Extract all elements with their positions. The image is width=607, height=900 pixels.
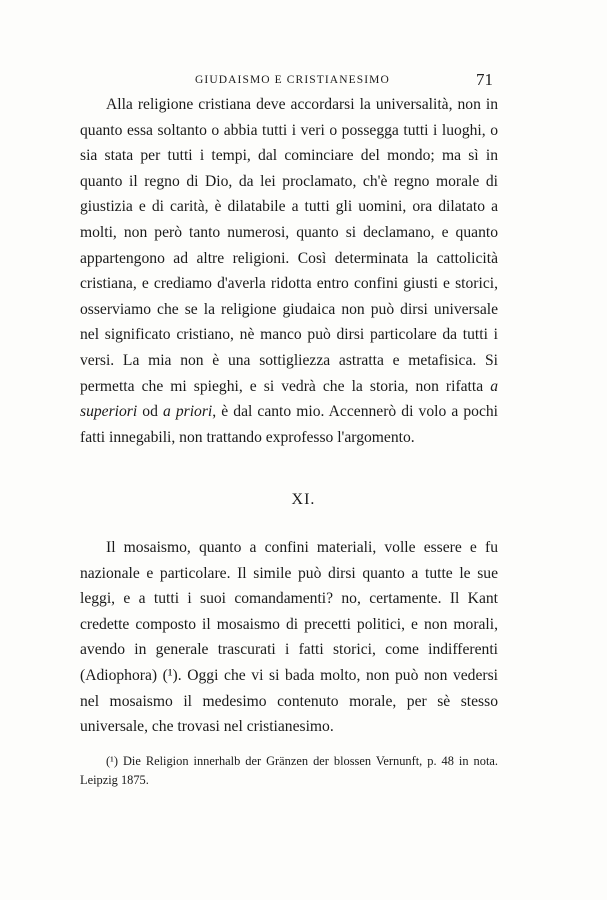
paragraph-mosaismo: Il mosaismo, quanto a confini materiali, volle essere e fu nazionale e particolare. Il simile può dirsi quanto a tutte le sue leggi, e a tutti i suoi comandamenti? no, certamente. Il Kant credette composto il mosaismo di precetti politici, e non morali, avendo in generale trascurati i fatti storici, come indifferenti (Adiophora) (¹). Oggi che vi si bada molto, non può non vedersi nel mosaismo il medesimo contenuto morale, per sè stesso universale, che trovasi nel cristianesimo. <box>80 539 498 736</box>
paragraph-1-text-3: , è dal canto mio. Accennerò di volo a pochi fatti innegabili, non trattando exprofesso l'argomento. <box>80 403 498 446</box>
paragraph-universality <box>80 92 498 450</box>
paragraph-1-text-2: od <box>137 403 163 421</box>
italic-a-priori: a priori <box>162 403 213 421</box>
footnote <box>80 752 498 790</box>
italic-a-superiori: a superiori <box>80 377 498 421</box>
running-head: GIUDAISMO E CRISTIANESIMO <box>195 74 390 86</box>
footnote-text: (¹) Die Religion innerhalb der Gränzen der blossen Vernunft, p. 48 in nota. Leipzig 1875. <box>80 754 498 787</box>
body-text-bottom <box>80 535 498 740</box>
body-text-top <box>80 92 498 450</box>
section-heading: XI. <box>291 491 316 508</box>
paragraph-1-text: Alla religione cristiana deve accordarsi la universalità, non in quanto essa soltanto o abbia tutti i veri o possegga tutti i luoghi, o sia stata per tutti i tempi, dal cominciare del mondo; ma sì in quanto il regno di Dio, da lei proclamato, ch'è regno morale di giustizia e di carità, è dilatabile a tutti gli uomini, ora dilatato a molti, non però tanto numerosi, quanto si declamano, e quanto appartengono ad altre religioni. Così determinata la cattolicità cristiana, e crediamo d'averla ridotta entro confini giusti e storici, osserviamo che se la religione giudaica non può dirsi universale nel significato cristiano, nè manco può dirsi particolare da tutti i versi. La mia non è una sottigliezza astratta e metafisica. Si permetta che mi spieghi, e si vedrà che la storia, non rifatta <box>80 96 498 395</box>
page-number: 71 <box>476 70 493 89</box>
